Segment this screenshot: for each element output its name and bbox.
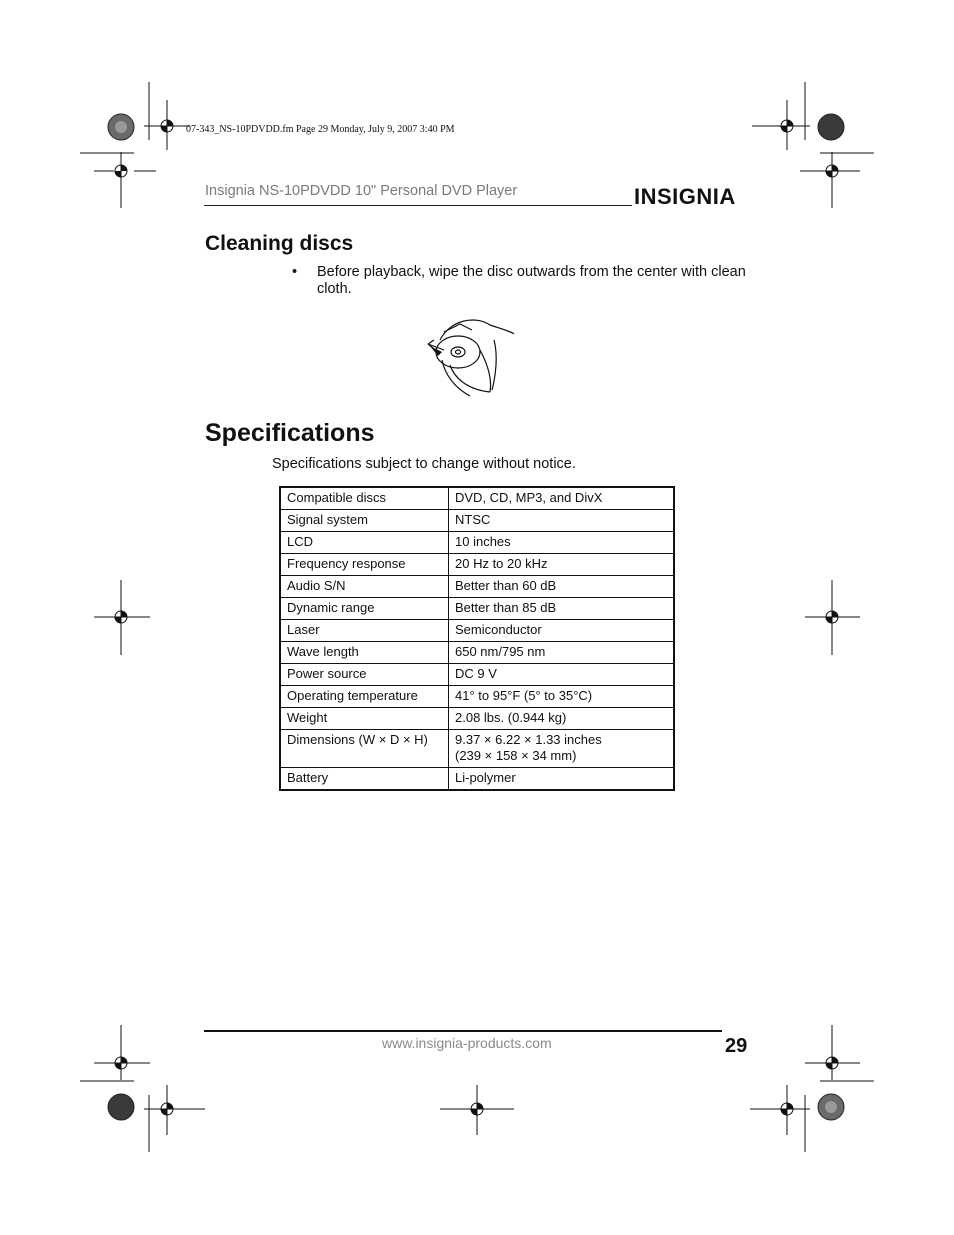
spec-label: LCD <box>280 532 449 554</box>
spec-value: 10 inches <box>449 532 675 554</box>
bullet: • <box>292 264 298 280</box>
spec-value-line-2: (239 × 158 × 34 mm) <box>455 748 577 763</box>
table-row <box>280 642 674 664</box>
spec-value: Li-polymer <box>449 768 675 791</box>
spec-value: 41° to 95°F (5° to 35°C) <box>449 686 675 708</box>
header-title: Insignia NS-10PDVDD 10" Personal DVD Player <box>205 183 518 199</box>
spec-value: Better than 60 dB <box>449 576 675 598</box>
table-row <box>280 532 674 554</box>
cleaning-heading: Cleaning discs <box>205 232 354 255</box>
spec-label: Operating temperature <box>280 686 449 708</box>
spec-label: Audio S/N <box>280 576 449 598</box>
insignia-logo <box>634 178 754 210</box>
spec-value: DVD, CD, MP3, and DivX <box>449 487 675 510</box>
spec-value-multiline <box>449 730 675 768</box>
footer-url[interactable]: www.insignia-products.com <box>382 1035 552 1051</box>
spec-label: Power source <box>280 664 449 686</box>
disc-cleaning-illustration <box>420 310 520 400</box>
spec-value: DC 9 V <box>449 664 675 686</box>
table-row <box>280 598 674 620</box>
spec-value: Semiconductor <box>449 620 675 642</box>
footer-rule <box>204 1030 722 1032</box>
spec-value: 2.08 lbs. (0.944 kg) <box>449 708 675 730</box>
printer-info: 07-343_NS-10PDVDD.fm Page 29 Monday, July 9, 2007 3:40 PM <box>186 124 455 135</box>
spec-label: Laser <box>280 620 449 642</box>
page-number: 29 <box>725 1035 748 1057</box>
logo-text: INSIGNIA <box>634 184 736 209</box>
spec-label: Weight <box>280 708 449 730</box>
spec-value: 20 Hz to 20 kHz <box>449 554 675 576</box>
spec-label: Compatible discs <box>280 487 449 510</box>
table-row <box>280 664 674 686</box>
spec-label: Dimensions (W × D × H) <box>280 730 449 768</box>
spec-value: NTSC <box>449 510 675 532</box>
table-row <box>280 554 674 576</box>
table-row <box>280 576 674 598</box>
spec-label: Signal system <box>280 510 449 532</box>
header-rule <box>204 205 632 206</box>
table-row <box>280 708 674 730</box>
table-row <box>280 487 674 510</box>
spec-value-line-1: 9.37 × 6.22 × 1.33 inches <box>455 732 602 747</box>
spec-value: 650 nm/795 nm <box>449 642 675 664</box>
table-row <box>280 510 674 532</box>
table-row <box>280 686 674 708</box>
specifications-notice: Specifications subject to change without notice. <box>272 456 576 472</box>
table-row <box>280 620 674 642</box>
table-row <box>280 768 674 791</box>
spec-label: Dynamic range <box>280 598 449 620</box>
spec-label: Wave length <box>280 642 449 664</box>
spec-value: Better than 85 dB <box>449 598 675 620</box>
cleaning-instruction: Before playback, wipe the disc outwards from the center with clean cloth. <box>317 264 746 297</box>
specifications-heading: Specifications <box>205 419 375 447</box>
specifications-table <box>279 486 675 791</box>
spec-label: Frequency response <box>280 554 449 576</box>
spec-label: Battery <box>280 768 449 791</box>
table-row <box>280 730 674 768</box>
